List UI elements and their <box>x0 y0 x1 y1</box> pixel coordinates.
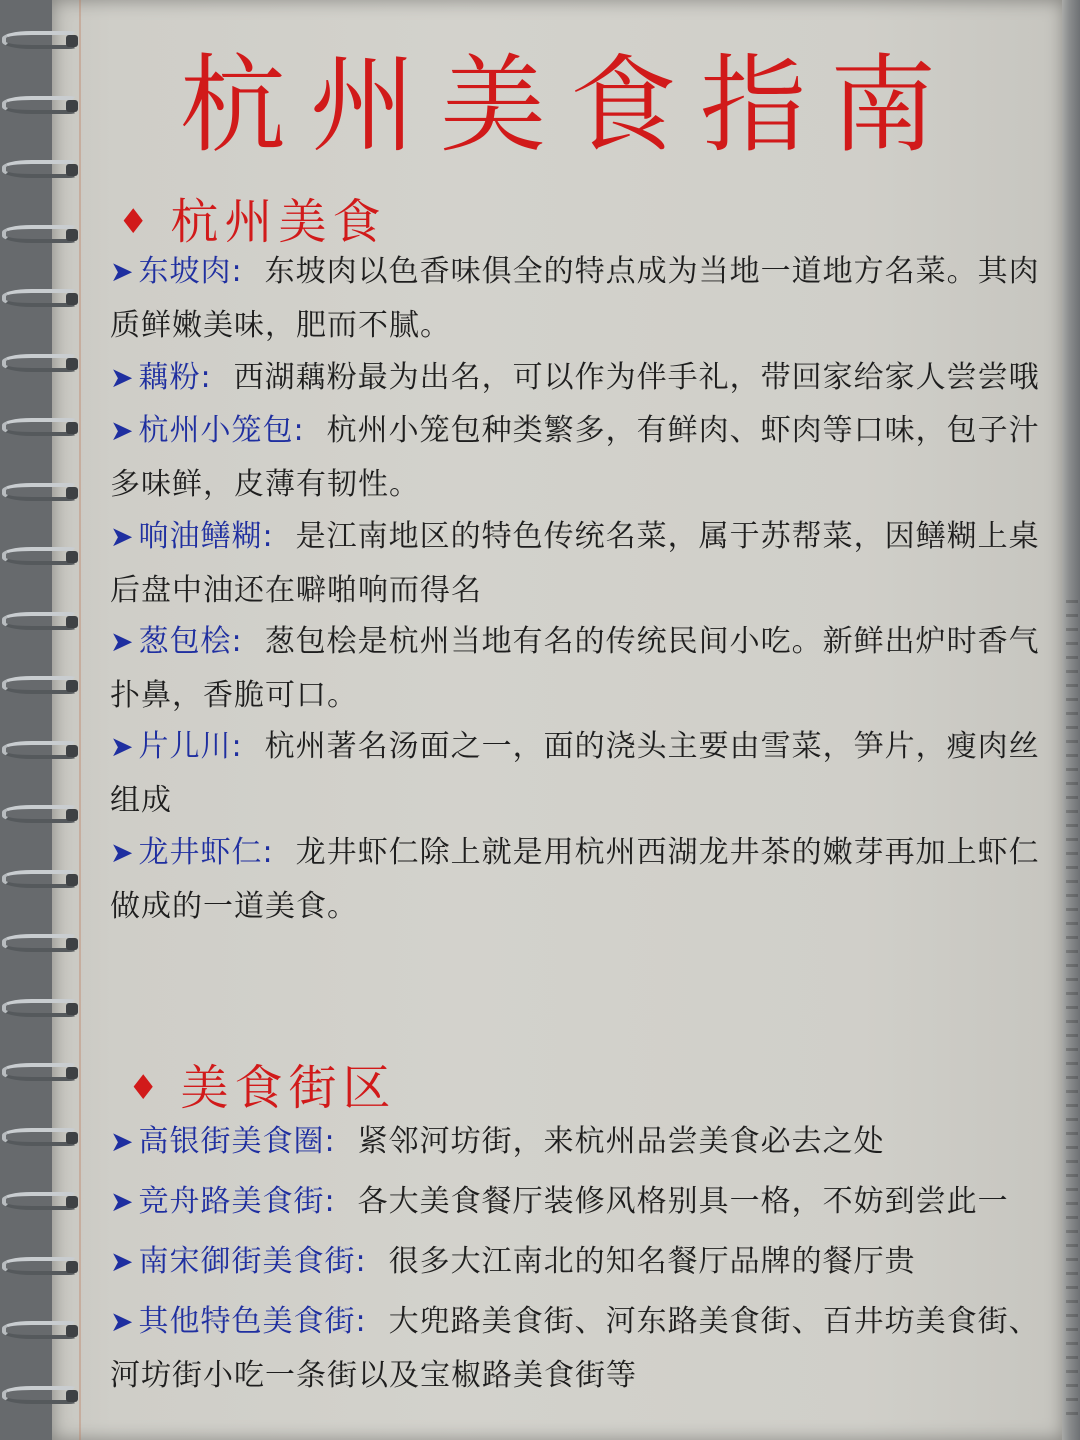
item-colon: : <box>324 1124 336 1159</box>
item-description: 龙井虾仁除上就是用杭州西湖龙井茶的嫩芽再加上虾仁做成的一道美食。 <box>110 835 1040 924</box>
item-description: 紧邻河坊街，来杭州品尝美食必去之处 <box>357 1124 885 1159</box>
item-description: 大兜路美食街、河东路美食街、百井坊美食街、河坊街小吃一条街以及宝椒路美食街等 <box>110 1304 1040 1393</box>
list-item <box>110 510 1040 618</box>
arrow-icon: ➤ <box>110 361 135 394</box>
arrow-icon: ➤ <box>110 1125 135 1158</box>
item-colon: : <box>293 413 305 448</box>
arrow-icon: ➤ <box>110 255 135 288</box>
item-name: 藕粉 <box>138 360 201 395</box>
item-name: 南宋御街美食街 <box>138 1244 356 1279</box>
item-description: 西湖藕粉最为出名，可以作为伴手礼，带回家给家人尝尝哦 <box>233 360 1040 395</box>
item-name: 响油鳝糊 <box>138 519 263 554</box>
item-description: 杭州著名汤面之一，面的浇头主要由雪菜，笋片，瘦肉丝组成 <box>110 729 1040 818</box>
section-heading-food-streets <box>128 1062 397 1115</box>
list-item <box>110 826 1040 934</box>
list-item <box>110 720 1040 828</box>
item-description: 很多大江南北的知名餐厅品牌的餐厅贵 <box>388 1244 916 1279</box>
item-colon: : <box>355 1244 367 1279</box>
item-colon: : <box>262 519 274 554</box>
item-name: 东坡肉 <box>138 254 232 289</box>
arrow-icon: ➤ <box>110 1185 135 1218</box>
section-heading-label: 杭州美食 <box>170 194 387 250</box>
item-colon: : <box>231 729 243 764</box>
arrow-icon: ➤ <box>110 730 135 763</box>
arrow-icon: ➤ <box>110 1305 135 1338</box>
list-item <box>110 245 1040 353</box>
list-item <box>110 1295 1040 1403</box>
page-title: 杭州美食指南 <box>180 44 960 167</box>
item-description: 葱包桧是杭州当地有名的传统民间小吃。新鲜出炉时香气扑鼻，香脆可口。 <box>110 624 1040 713</box>
item-colon: : <box>355 1304 367 1339</box>
item-colon: : <box>262 835 274 870</box>
arrow-icon: ➤ <box>110 1245 135 1278</box>
arrow-icon: ➤ <box>110 836 135 869</box>
arrow-icon: ➤ <box>110 520 135 553</box>
item-description: 是江南地区的特色传统名菜，属于苏帮菜，因鳝糊上桌后盘中油还在噼啪响而得名 <box>110 519 1040 608</box>
list-item <box>110 615 1040 723</box>
item-name: 竞舟路美食街 <box>138 1184 325 1219</box>
section-heading-food <box>118 196 387 249</box>
item-description: 各大美食餐厅装修风格别具一格，不妨到尝此一 <box>357 1184 1009 1219</box>
list-item <box>110 1235 1040 1289</box>
item-colon: : <box>200 360 212 395</box>
list-item <box>110 404 1040 512</box>
item-colon: : <box>324 1184 336 1219</box>
diamond-icon: ♦ <box>128 1067 165 1108</box>
item-description: 东坡肉以色香味俱全的特点成为当地一道地方名菜。其肉质鲜嫩美味，肥而不腻。 <box>110 254 1040 343</box>
item-colon: : <box>231 624 243 659</box>
list-item <box>110 351 1040 405</box>
item-name: 高银街美食圈 <box>138 1124 325 1159</box>
item-colon: : <box>231 254 243 289</box>
item-name: 其他特色美食街 <box>138 1304 356 1339</box>
item-name: 葱包桧 <box>138 624 232 659</box>
item-name: 片儿川 <box>138 729 232 764</box>
section-heading-label: 美食街区 <box>180 1060 397 1116</box>
item-description: 杭州小笼包种类繁多，有鲜肉、虾肉等口味，包子汁多味鲜，皮薄有韧性。 <box>110 413 1040 502</box>
list-item <box>110 1115 1040 1169</box>
list-item <box>110 1175 1040 1229</box>
arrow-icon: ➤ <box>110 414 135 447</box>
item-name: 杭州小笼包 <box>138 413 294 448</box>
arrow-icon: ➤ <box>110 625 135 658</box>
item-name: 龙井虾仁 <box>138 835 263 870</box>
diamond-icon: ♦ <box>118 201 155 242</box>
